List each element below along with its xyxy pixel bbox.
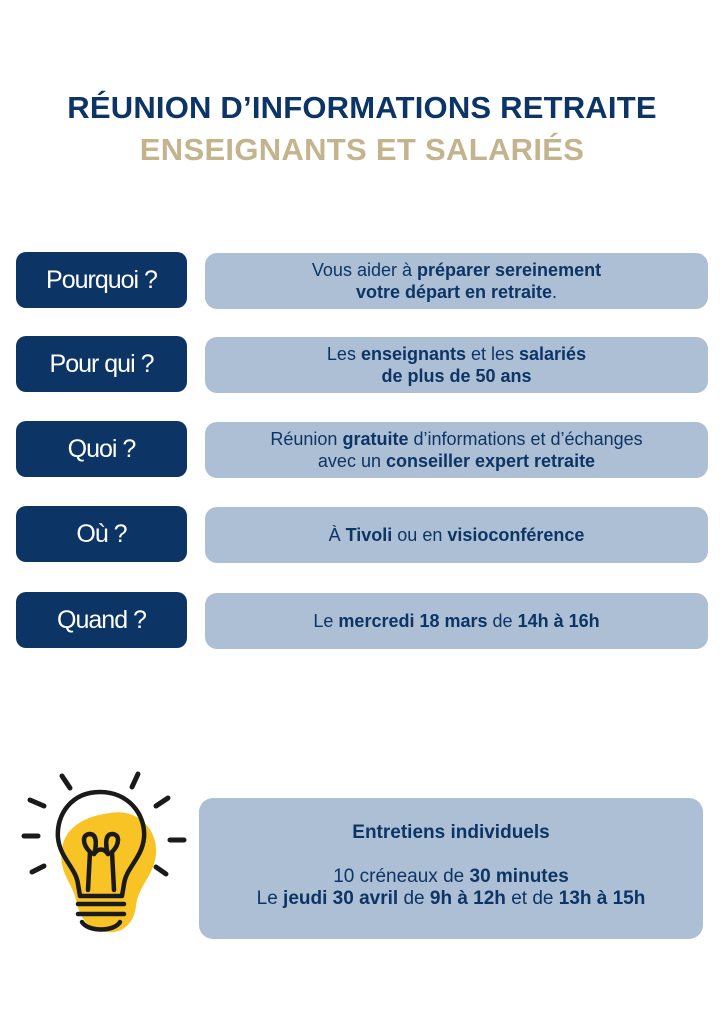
answer-line — [312, 259, 601, 281]
entretiens-line — [199, 866, 703, 888]
text: . — [552, 282, 558, 302]
answer-ou — [205, 507, 708, 563]
label-pour-qui: Pour qui ? — [16, 336, 187, 392]
bold-text: Tivoli — [345, 525, 393, 545]
text: de — [398, 888, 430, 909]
answer-line — [318, 450, 595, 472]
text: 10 créneaux de — [333, 866, 470, 887]
bold-text: de plus de 50 ans — [381, 366, 532, 386]
label-quand: Quand ? — [16, 592, 187, 648]
label-quoi: Quoi ? — [16, 421, 187, 477]
page-title: RÉUNION D’INFORMATIONS RETRAITE — [67, 90, 657, 125]
bold-text: visioconférence — [447, 525, 585, 545]
bold-text: salariés — [519, 344, 587, 364]
answer-line — [356, 281, 557, 303]
bold-text: 14h à 16h — [517, 611, 600, 631]
answer-line — [270, 428, 642, 450]
text: avec un — [317, 451, 386, 471]
answer-line — [381, 365, 531, 387]
text: Vous aider à — [311, 260, 417, 280]
bold-text: préparer sereinement — [416, 260, 602, 280]
bold-text: 9h à 12h — [429, 888, 506, 909]
text: ou en — [392, 525, 448, 545]
text: d’informations et d’échanges — [408, 429, 643, 449]
entretiens-title: Entretiens individuels — [352, 822, 550, 843]
bold-text: gratuite — [342, 429, 409, 449]
page-subtitle: ENSEIGNANTS ET SALARIÉS — [139, 132, 585, 167]
entretiens-line — [199, 888, 703, 910]
text: Le — [256, 888, 284, 909]
bold-text: conseiller expert retraite — [385, 451, 596, 471]
text: Le — [313, 611, 339, 631]
answer-pourquoi — [205, 253, 708, 309]
text: de — [487, 611, 518, 631]
bold-text: mercredi 18 mars — [338, 611, 488, 631]
lightbulb-icon — [18, 768, 198, 943]
answer-pour-qui — [205, 337, 708, 393]
bold-text: jeudi 30 avril — [283, 888, 399, 909]
text: Les — [326, 344, 361, 364]
bold-text: votre départ en retraite — [355, 282, 553, 302]
text: et les — [465, 344, 520, 364]
answer-line — [327, 343, 586, 365]
bold-text: enseignants — [360, 344, 466, 364]
entretiens-box — [199, 798, 703, 939]
text: et de — [505, 888, 559, 909]
text: Réunion — [270, 429, 343, 449]
answer-quand — [205, 593, 708, 649]
answer-quoi — [205, 422, 708, 478]
text: À — [328, 525, 346, 545]
bold-text: 13h à 15h — [558, 888, 646, 909]
bold-text: 30 minutes — [469, 866, 569, 887]
label-pourquoi: Pourquoi ? — [16, 252, 187, 308]
answer-line — [329, 524, 585, 546]
answer-line — [313, 610, 599, 632]
label-ou: Où ? — [16, 506, 187, 562]
